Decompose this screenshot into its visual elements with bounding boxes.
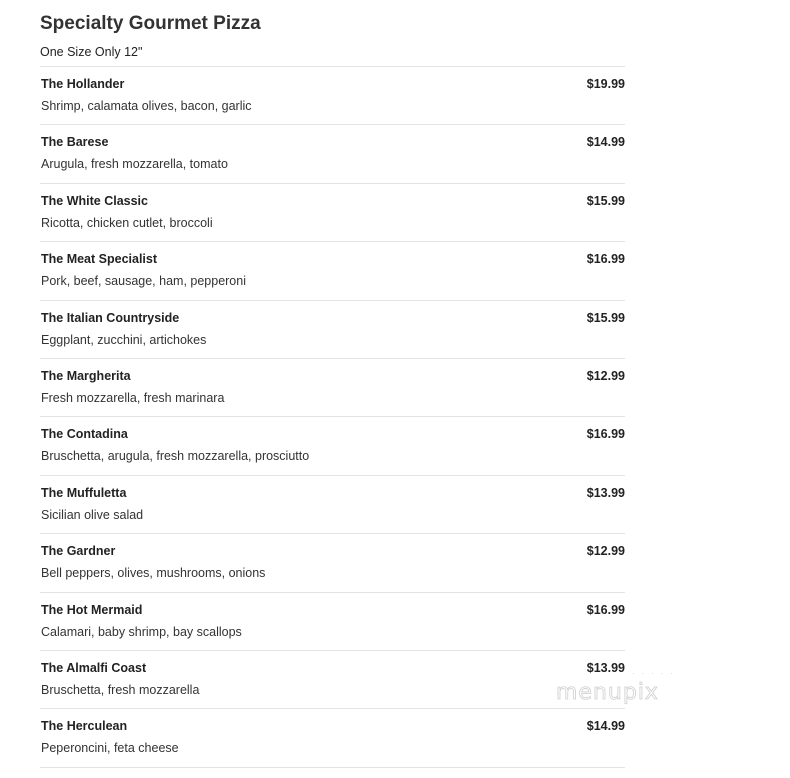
item-price: $12.99 — [586, 368, 625, 383]
item-name: The Contadina — [41, 427, 128, 442]
item-description: Fresh mozzarella, fresh marinara — [41, 390, 225, 405]
item-description: Shrimp, calamata olives, bacon, garlic — [41, 99, 252, 113]
menu-item — [40, 593, 625, 651]
item-name: The Hot Mermaid — [41, 602, 143, 617]
item-description: Sicilian olive salad — [41, 507, 144, 522]
item-name: The Gardner — [41, 544, 116, 559]
item-price: $16.99 — [586, 252, 625, 267]
item-price: $13.99 — [586, 660, 625, 675]
menu-list — [40, 67, 625, 768]
item-price: $14.99 — [586, 135, 625, 150]
menu-item — [40, 359, 625, 417]
item-name: The Margherita — [41, 368, 131, 383]
item-name: The Italian Countryside — [41, 310, 180, 325]
item-name: The Almalfi Coast — [41, 660, 147, 675]
item-price: $14.99 — [586, 719, 625, 734]
section-title: Specialty Gourmet Pizza — [40, 13, 261, 34]
menupix-watermark: menupix — [556, 680, 659, 705]
item-price: $19.99 — [586, 77, 625, 91]
menu-item — [40, 67, 625, 125]
item-name: The Muffuletta — [41, 485, 127, 500]
menu-item — [40, 125, 625, 183]
menu-item — [40, 534, 625, 592]
item-name: The Barese — [41, 135, 109, 150]
item-price: $16.99 — [586, 427, 625, 442]
item-price: $16.99 — [586, 602, 625, 617]
item-description: Peperoncini, feta cheese — [41, 741, 179, 756]
menu-item — [40, 301, 625, 359]
item-description: Ricotta, chicken cutlet, broccoli — [41, 215, 213, 230]
menu-item — [40, 651, 625, 709]
item-description: Eggplant, zucchini, artichokes — [41, 332, 207, 347]
item-name: The Meat Specialist — [41, 252, 158, 267]
watermark-dots: · · · · · — [632, 668, 675, 678]
item-name: The Hollander — [41, 77, 125, 91]
item-price: $15.99 — [586, 310, 625, 325]
menu-item — [40, 184, 625, 242]
item-name: The White Classic — [41, 193, 148, 208]
item-description: Bruschetta, fresh mozzarella — [41, 682, 200, 697]
item-price: $13.99 — [586, 485, 625, 500]
menu-section — [40, 12, 625, 768]
item-description: Bell peppers, olives, mushrooms, onions — [41, 566, 266, 581]
section-subtitle: One Size Only 12" — [40, 44, 625, 67]
menu-item — [40, 242, 625, 300]
item-price: $12.99 — [586, 544, 625, 559]
item-name: The Herculean — [41, 719, 128, 734]
item-description: Bruschetta, arugula, fresh mozzarella, prosciutto — [41, 449, 310, 464]
menu-item — [40, 709, 625, 767]
item-price: $15.99 — [586, 193, 625, 208]
item-description: Arugula, fresh mozzarella, tomato — [41, 157, 228, 172]
menu-item — [40, 417, 625, 475]
menu-item — [40, 476, 625, 534]
item-description: Calamari, baby shrimp, bay scallops — [41, 624, 242, 639]
item-description: Pork, beef, sausage, ham, pepperoni — [41, 274, 246, 289]
